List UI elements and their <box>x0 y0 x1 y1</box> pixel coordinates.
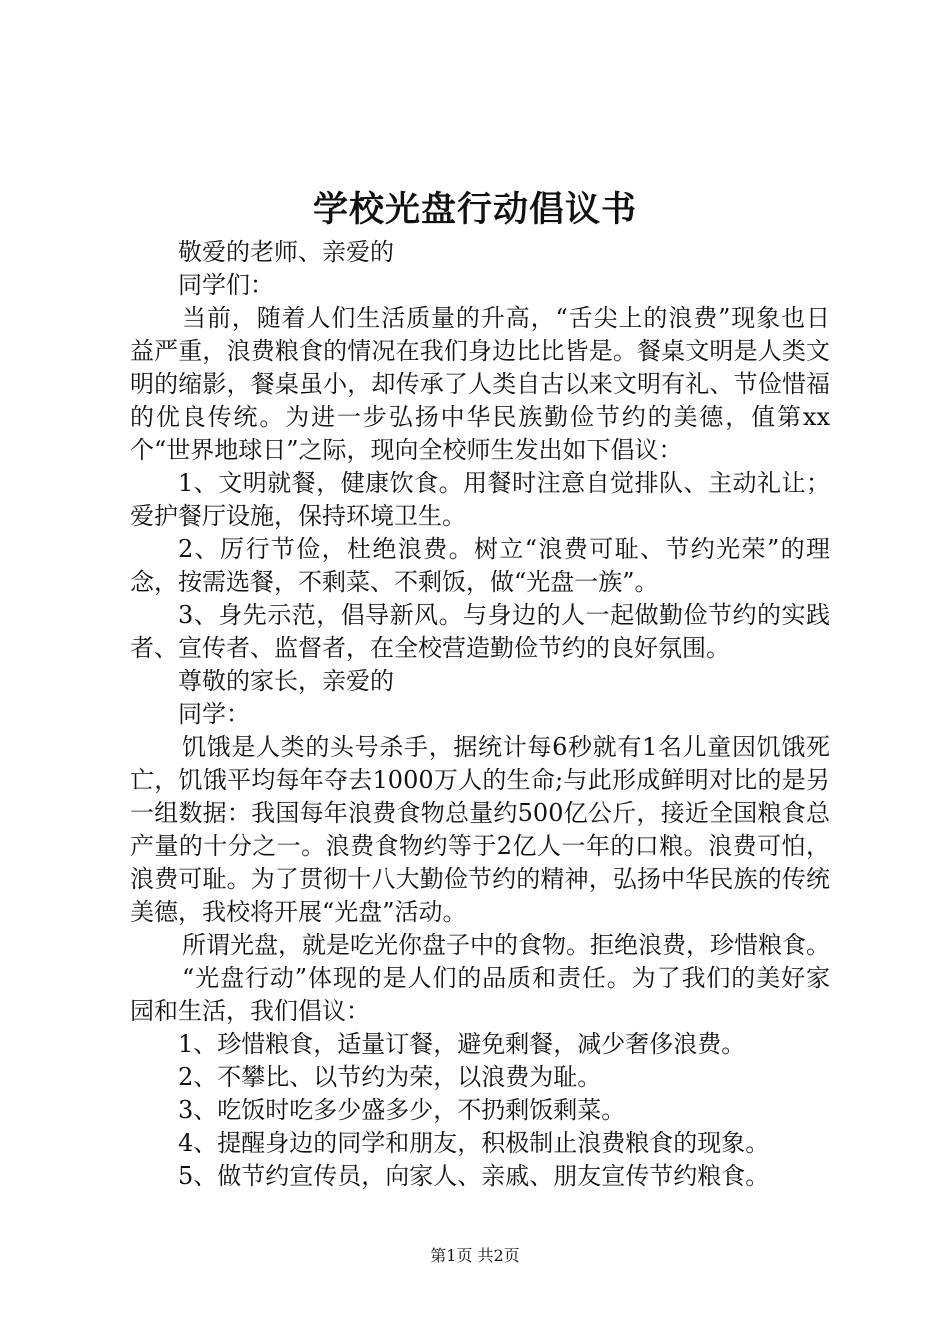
proposal-item: 1、文明就餐，健康饮食。用餐时注意自觉排队、主动礼让；爱护餐厅设施，保持环境卫生。 <box>130 469 830 530</box>
proposal-item: 4、提醒身边的同学和朋友，积极制止浪费粮食的现象。 <box>178 1129 770 1157</box>
proposal-item: 2、不攀比、以节约为荣，以浪费为耻。 <box>178 1063 602 1091</box>
proposal-item: 3、身先示范，倡导新风。与身边的人一起做勤俭节约的实践者、宣传者、监督者，在全校营造勤俭节约的良好氛围。 <box>130 601 830 662</box>
proposal-item: 1、珍惜粮食，适量订餐，避免剩餐，减少奢侈浪费。 <box>178 1030 746 1058</box>
proposal-item: 3、吃饭时吃多少盛多少，不扔剩饭剩菜。 <box>178 1096 626 1124</box>
body-paragraph: 当前，随着人们生活质量的升高，“舌尖上的浪费”现象也日益严重，浪费粮食的情况在我们身边比比皆是。餐桌文明是人类文明的缩影，餐桌虽小，却传承了人类自古以来文明有礼、节俭惜福的优良传统。为进一步弘扬中华民族勤俭节约的美德，值第xx个“世界地球日”之际，现向全校师生发出如下倡议： <box>130 304 830 464</box>
proposal-item: 5、做节约宣传员，向家人、亲戚、朋友宣传节约粮食。 <box>178 1162 770 1190</box>
proposal-item: 2、厉行节俭，杜绝浪费。树立“浪费可耻、节约光荣”的理念，按需选餐，不剩菜、不剩饭，做“光盘一族”。 <box>130 535 830 596</box>
body-paragraph: 所谓光盘，就是吃光你盘子中的食物。拒绝浪费，珍惜粮食。 <box>182 931 830 959</box>
document-body <box>130 236 830 1193</box>
salutation-line: 同学： <box>178 700 250 728</box>
salutation-line: 尊敬的家长，亲爱的 <box>178 667 394 695</box>
document-title: 学校光盘行动倡议书 <box>312 189 637 230</box>
salutation-line: 同学们： <box>178 271 274 299</box>
salutation-line: 敬爱的老师、亲爱的 <box>178 238 394 266</box>
body-paragraph: “光盘行动”体现的是人们的品质和责任。为了我们的美好家园和生活，我们倡议： <box>130 964 830 1025</box>
page-number-footer: 第1页 共2页 <box>430 1246 520 1265</box>
body-paragraph: 饥饿是人类的头号杀手，据统计每6秒就有1名儿童因饥饿死亡，饥饿平均每年夺去1000万人的生命;与此形成鲜明对比的是另一组数据：我国每年浪费食物总量约500亿公斤，接近全国粮食总产量的十分之一。浪费食物约等于2亿人一年的口粮。浪费可怕，浪费可耻。为了贯彻十八大勤俭节约的精神，弘扬中华民族的传统美德，我校将开展“光盘”活动。 <box>130 733 830 926</box>
